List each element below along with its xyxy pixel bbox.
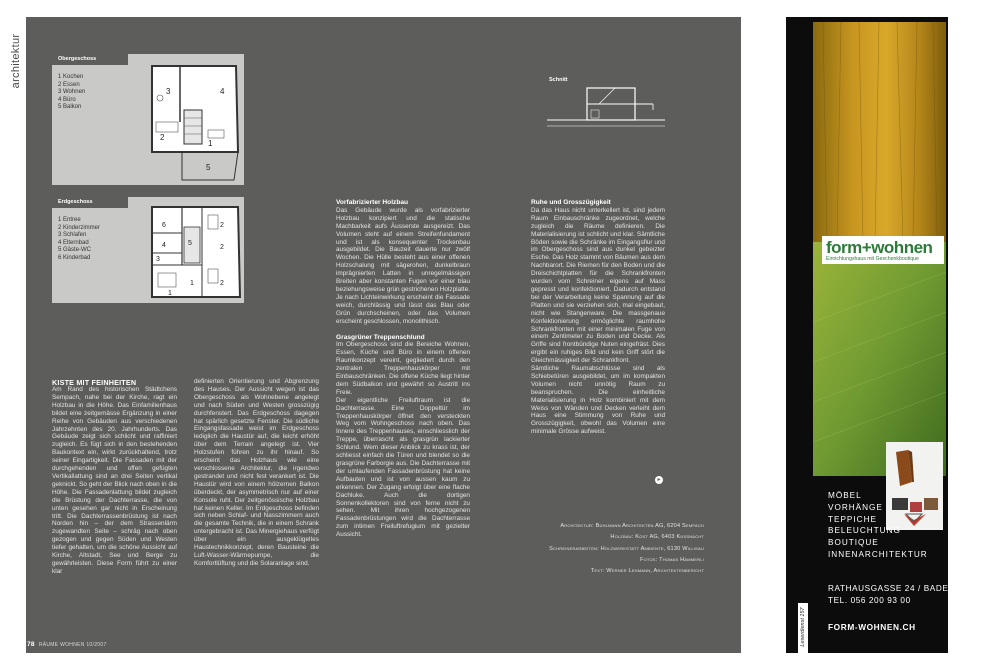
room-number: 3 <box>166 87 171 96</box>
credit-line: Holzbau: Kost AG, 6403 Küssnacht <box>610 534 704 541</box>
article-paragraph: Der eigentliche Freiluftraum ist die Dachterrasse. Eine Doppeltür im Treppenhauskörper öffnet den versteckten Weg vom Wohngeschoss nach oben. Das Innere des Treppenhauses, einschliesslich der Treppe, überrascht als grasgrün lackierter Schlund. Wem dieser Anblick zu krass ist, der schliesst einfach die Türen und blendet so die grasgrüne Farborgie aus. Die Dachterrasse mit der umlaufenden Fassadenbrüstung hat keine Aufbauten und ist von aussen kaum zu erkennen. Der Zugang erfolgt über eine flache Dachluke. Auch die dortigen Sonnenkollektoren sind von ferne nicht zu sehen. Mit ihren hochgezogenen Fassadenbrüstungen wird die Dachterrasse zum intimen Freiluftrefugium mit gezielter Aussicht. <box>336 396 470 539</box>
upper-floor-title: Obergeschoss <box>52 54 128 65</box>
logo-wordmark: form+wohnen <box>826 238 933 257</box>
room-number: 5 <box>188 240 192 247</box>
ad-address-block <box>828 583 955 607</box>
service-item: BELEUCHTUNG <box>828 526 901 536</box>
article-paragraph: definierten Orientierung und Abgrenzung des Hauses. Der Aussicht wegen ist das Obergeschoss als Wohnebene angelegt und nach Süden und Westen grosszügig durchfenstert. Das Erdgeschoss dagegen hat spärlich gesetzte Fenster. Die südliche Eingangsfassade weist im Erdgeschoss lediglich die Haustür auf, die leicht erhöht über dem Terrain angelegt ist. Vier Holzstufen führen zu ihr hinauf. So erscheint das Holzhaus wie eine verschlossene Architektur, die irgendwo gestrandet und nicht fest verankert ist. Die Haustür wird von einem hölzernen Balkon überdeckt, der asymmetrisch nur auf einer Konsole ruht. Der zeitgenössische Holzbau hat keinen Keller. Im Erdgeschoss befinden sich neben Schlaf- und Nasszimmern auch die gesamte Technik, die in einem Schrank untergebracht ist. Das Minergiehaus verfügt über ein ausgeklügeltes Haustechnikkonzept, deren Bausteine die Luft-Wasser-Wärmepumpe, die Komfortlüftung und die Solaranlage sind. <box>194 378 319 567</box>
legend-item: 5 Gäste-WC <box>58 247 92 253</box>
upper-floor-drawing <box>142 62 242 182</box>
upper-floor-plan <box>52 54 244 185</box>
magazine-name: RÄUME WOHNEN 10/2007 <box>38 642 107 648</box>
legend-item: 5 Balkon <box>58 104 82 110</box>
legend-item: 1 Kochen <box>58 74 84 80</box>
article-headline: KISTE MIT FEINHEITEN <box>52 378 137 387</box>
section-tab-label: architektur <box>10 33 22 89</box>
page-number: 78 <box>27 641 35 648</box>
reader-service-tag <box>798 603 808 653</box>
section-drawing <box>547 84 667 132</box>
ad-website-link[interactable]: FORM-WOHNEN.CH <box>828 622 916 632</box>
ground-floor-plan <box>52 197 244 303</box>
section-drawing-title: Schnitt <box>549 77 568 83</box>
ground-floor-legend <box>58 217 100 262</box>
legend-item: 4 Büro <box>58 96 76 103</box>
arrow-right-circle-icon: ▸ <box>655 476 663 484</box>
subheading: Grasgrüner Treppenschlund <box>336 333 425 341</box>
article-paragraph: Am Rand des historischen Städtchens Sempach, nahe bei der Kirche, ragt ein Holzbau in die Höhe. Das Einfamilienhaus bildet eine zeitgemässe Ergänzung in einer Reihe von Gebäuden aus verschiedenen Jahrzehnten des 20. Jahrhunderts. Das Gebäude zeigt sich schlicht und raffiniert zugleich. Es fügt sich in den bestehenden Baukontext ein, wirkt zurückhaltend, trotz seiner Eingartigkeit. Die Fassaden mit der durchgehenden und offen gefügten Vertikallattung sind an drei Seiten vertikal geknickt. So geht der Blick nach oben in die Höhe. Die Fassadenlattung bildet zugleich die Brüstung der Dachterrasse, die von unten gesehen gar nicht in Erscheinung tritt. Die Dachterrassenbrüstung ist nach Norden hin – der dem Strassenlärm zugewandten Seite – schräg nach oben gezogen und gegen Süden und Westen tiefer gehalten, um die schöne Aussicht auf Kirche, Altstadt, See und Berge zu gewährleisten. Diese Form führt zu einer klar <box>52 386 177 575</box>
subheading: Ruhe und Grosszügigkeit <box>531 199 611 206</box>
credit-line: Schreinerarbeiten: Holzwerkstatt Ambiente, 6130 Willisau <box>549 545 704 552</box>
reader-service-label: Leserdienst 157 <box>800 607 806 647</box>
legend-item: 1 Entree <box>58 217 81 223</box>
credit-line: Architektur: Bühlmann Architekten AG, 6204 Sempach <box>560 523 704 529</box>
room-number: 5 <box>206 163 211 172</box>
room-number: 2 <box>160 133 165 142</box>
service-item: MÖBEL <box>828 491 862 500</box>
address: RATHAUSGASSE 24 / BADEN <box>828 584 955 593</box>
photo-credits <box>540 521 704 577</box>
room-number: 1 <box>190 280 194 287</box>
legend-item: 2 Essen <box>58 81 80 88</box>
article-column-3 <box>336 199 470 539</box>
room-number: 3 <box>156 256 160 263</box>
article-column-2 <box>194 378 319 568</box>
service-item: VORHÄNGE <box>828 502 883 512</box>
credit-line: Text: Werner Lehmann, Architektenbericht <box>590 568 704 575</box>
room-number: 6 <box>162 222 166 229</box>
legend-item: 3 Schlafen <box>58 232 87 238</box>
legend-item: 3 Wohnen <box>58 89 86 95</box>
phone[interactable]: TEL. 056 200 93 00 <box>828 596 911 605</box>
ground-floor-title: Erdgeschoss <box>52 197 128 208</box>
ground-floor-drawing <box>146 203 242 301</box>
service-item: BOUTIQUE <box>828 538 879 548</box>
upper-floor-legend <box>58 74 85 112</box>
legend-item: 6 Kinderbad <box>58 254 91 261</box>
brand-logo[interactable] <box>822 236 944 264</box>
room-number: 4 <box>220 87 225 96</box>
service-item: INNENARCHITEKTUR <box>828 549 928 559</box>
article-paragraph: Das Gebäude wurde als vorfabrizierter Holzbau konzipiert und die statische Machbarkeit aufs Äusserste ausgereizt. Das Volumen steht auf einem Streifenfundament und ist als konsequenter Trockenbau ausgebildet. Die Bauzeit dauerte nur zwölf Wochen. Die Hülle besteht aus einer offenen Holzschalung mit sägerohen, dunkelbraun imprägnierten Latten in unregelmässigen Breiten aber konstanten Fugen vor einer blau beziehungsweise grün gestrichenen Holzplatte. Je nach Lichteinwirkung erscheint die Fassade weich, durchlässig und lässt das Blau oder Grün durchscheinen, oder das Volumen erscheint geschlossen, monolithisch. <box>336 206 470 325</box>
service-item: TEPPICHE <box>828 514 877 524</box>
room-number: 2 <box>220 280 224 287</box>
legend-item: 4 Elternbad <box>58 239 89 246</box>
room-number: 4 <box>162 242 166 249</box>
logo-tagline: Einrichtungshaus mit Geschenkboutique <box>826 256 919 262</box>
section-tab <box>6 17 26 109</box>
ad-services-list <box>828 490 928 561</box>
room-number: 1 <box>208 139 213 148</box>
credit-line: Fotos: Thomas Hämmerli <box>640 556 704 563</box>
room-number: 2 <box>220 244 224 251</box>
room-number: 2 <box>220 222 224 229</box>
page-footer <box>27 641 107 648</box>
room-number: 1 <box>168 290 172 297</box>
subheading: Vorfabrizierter Holzbau <box>336 199 409 206</box>
article-paragraph: Sämtliche Raumabschlüsse sind als Schiebetüren ausgebildet, um im kompakten Volumen nicht unnötig Raum zu beanspruchen. Die einheitliche Materialisierung in Holz kombiniert mit dem Weiss von Wänden und Decken verleiht dem Haus eine Stimmung von Ruhe und Grosszügigkeit, obwohl das Volumen eine minimale Grösse aufweist. <box>531 365 665 436</box>
article-column-4 <box>531 199 665 436</box>
article-paragraph: Da das Haus nicht unterkellert ist, sind jedem Raum Einbauschränke zugeordnet, welche zugleich die Räume definieren. Die Materialisierung ist schlicht und klar. Sämtliche Böden sowie die Schränke im Eingangsflur und im Obergeschoss sind aus dunkel gebeizter Esche. Das Holz stammt von Bäumen aus dem Nachbarort. Die Riemen für den Boden und die Dreischichtplatten für die Schrankfronten wurden vom Schreiner eigens auf Mass gepresst und konfektioniert. Dadurch entstand bei der Verarbeitung keine Spannung auf die Platten und sie verziehen sich, mal eingebaut, nicht wie Stangenware. Die massgenaue Konfektionierung ermöglichte raumhohe Schrankfronten mit einer minimalen Fuge von einem Zentimeter zu Boden und Decke. Als Griffe sind frontbündige Nuten eingefräst. Dies ergibt ein ruhiges Bild und kein Griff stört die Gleichmässigkeit der Schrankfront. <box>531 206 665 365</box>
article-column-1 <box>52 386 177 576</box>
legend-item: 2 Kinderzimmer <box>58 224 101 231</box>
article-paragraph: Im Obergeschoss sind die Bereiche Wohnen, Essen, Küche und Büro in einem offenen Raumkonzept vereint, gegliedert durch den zentralen Treppenhauskörper mit Einbauschränken. Die offene Küche liegt hinter dem Südbalkon und gewährt so Austritt ins Freie. <box>336 341 470 396</box>
